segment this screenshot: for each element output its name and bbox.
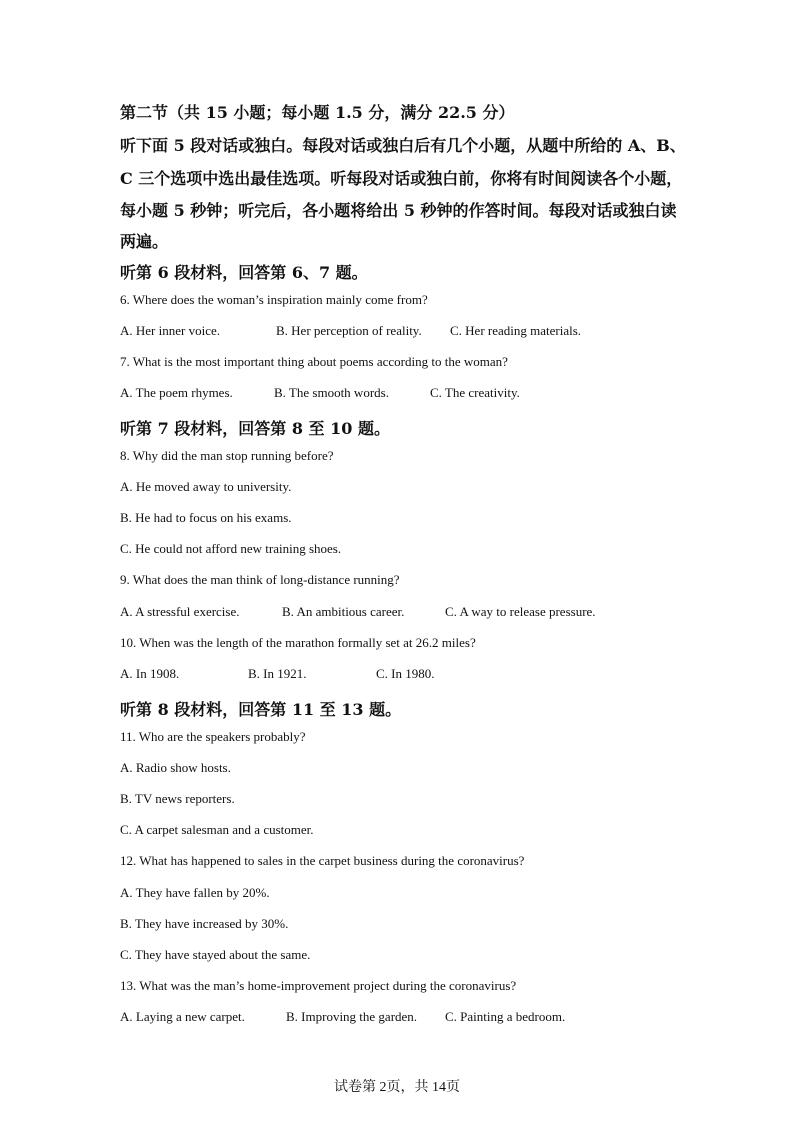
question-11-option-a: A. Radio show hosts. [120, 760, 231, 775]
question-6-option-a: A. Her inner voice. [120, 323, 220, 338]
page-footer: 试卷第 2页，共 14页 [334, 1080, 460, 1095]
question-13-option-c: C. Painting a bedroom. [445, 1009, 566, 1024]
question-12-option-c: C. They have stayed about the same. [120, 947, 311, 962]
group-heading-8: 听第 8 段材料，回答第 11 至 13 题。 [120, 700, 402, 719]
instruction-line-1: 听下面 5 段对话或独白。每段对话或独白后有几个小题，从题中所给的 A、B、 [120, 136, 686, 155]
question-10-option-a: A. In 1908. [120, 666, 180, 681]
instruction-line-4: 两遍。 [120, 232, 169, 251]
question-11-option-b: B. TV news reporters. [120, 791, 235, 806]
question-8-option-a: A. He moved away to university. [120, 479, 292, 494]
question-7-option-b: B. The smooth words. [274, 385, 389, 400]
instruction-line-2: C 三个选项中选出最佳选项。听每段对话或独白前，你将有时间阅读各个小题， [120, 169, 683, 188]
question-9-option-c: C. A way to release pressure. [445, 604, 596, 619]
question-6-option-c: C. Her reading materials. [450, 323, 582, 338]
question-13-stem: 13. What was the man’s home-improvement project during the coronavirus? [120, 978, 517, 993]
question-12-option-b: B. They have increased by 30%. [120, 916, 289, 931]
question-11-option-c: C. A carpet salesman and a customer. [120, 822, 314, 837]
question-12-stem: 12. What has happened to sales in the carpet business during the coronavirus? [120, 853, 525, 868]
question-7-stem: 7. What is the most important thing about poems according to the woman? [120, 354, 508, 369]
question-7-option-a: A. The poem rhymes. [120, 385, 233, 400]
question-6-stem: 6. Where does the woman’s inspiration mainly come from? [120, 292, 428, 307]
group-heading-7: 听第 7 段材料，回答第 8 至 10 题。 [120, 419, 390, 438]
question-10-stem: 10. When was the length of the marathon formally set at 26.2 miles? [120, 635, 476, 650]
question-8-option-c: C. He could not afford new training shoes. [120, 541, 342, 556]
question-10-option-c: C. In 1980. [376, 666, 435, 681]
question-13-option-b: B. Improving the garden. [286, 1009, 418, 1024]
question-9-stem: 9. What does the man think of long-distance running? [120, 572, 400, 587]
question-8-stem: 8. Why did the man stop running before? [120, 448, 334, 463]
question-8-option-b: B. He had to focus on his exams. [120, 510, 292, 525]
question-6-option-b: B. Her perception of reality. [276, 323, 422, 338]
question-9-option-a: A. A stressful exercise. [120, 604, 240, 619]
question-10-option-b: B. In 1921. [248, 666, 307, 681]
section-title: 第二节（共 15 小题；每小题 1.5 分，满分 22.5 分） [120, 103, 515, 122]
group-heading-6: 听第 6 段材料，回答第 6、7 题。 [120, 263, 368, 282]
question-9-option-b: B. An ambitious career. [282, 604, 405, 619]
question-7-option-c: C. The creativity. [430, 385, 520, 400]
question-13-option-a: A. Laying a new carpet. [120, 1009, 245, 1024]
question-12-option-a: A. They have fallen by 20%. [120, 885, 270, 900]
question-11-stem: 11. Who are the speakers probably? [120, 729, 306, 744]
instruction-line-3: 每小题 5 秒钟；听完后，各小题将给出 5 秒钟的作答时间。每段对话或独白读 [120, 201, 677, 220]
